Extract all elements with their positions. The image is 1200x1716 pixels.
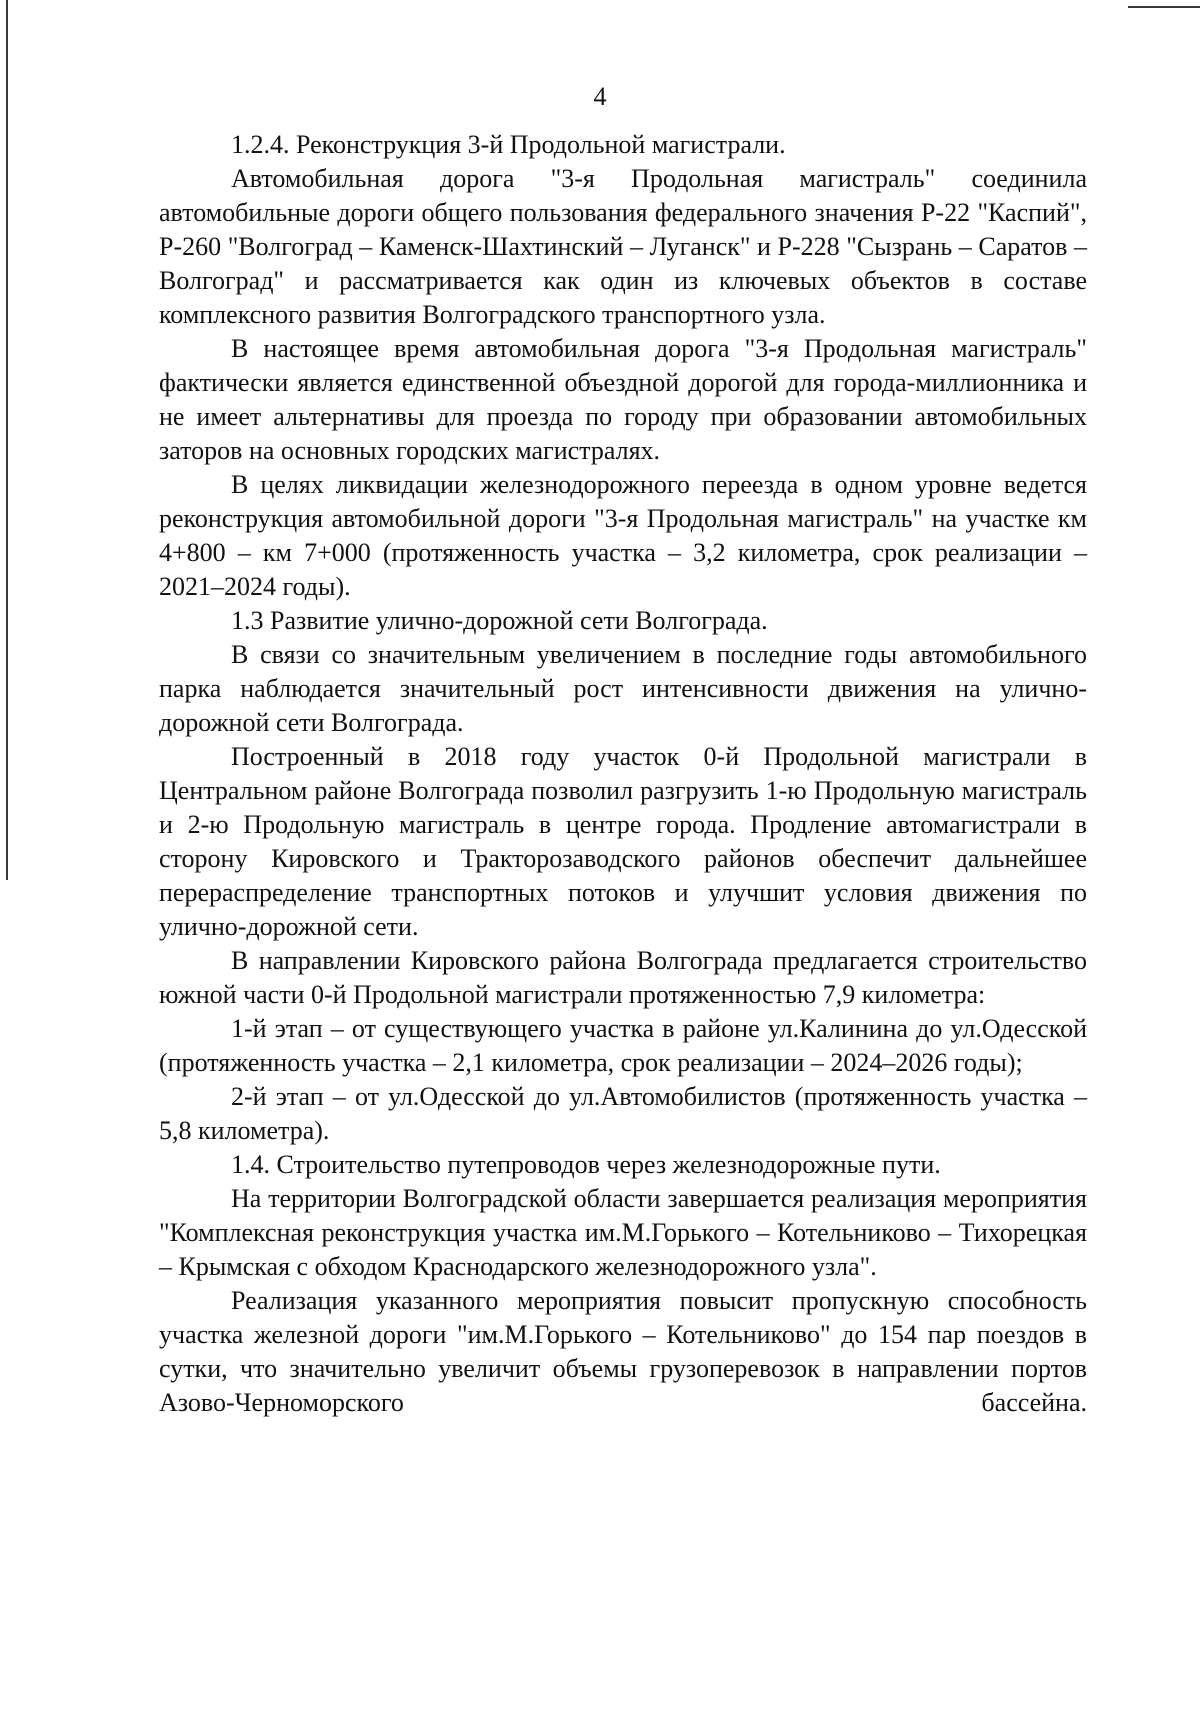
paragraph-railway-reconstruction: На территории Волгоградской области завершается реализация мероприятия "Комплексная реконструкция участка им.М.Горького – Котельниково – Тихорецкая – Крымская с обходом Краснодарского железнодорожного узла". xyxy=(159,1184,1087,1281)
heading-1-4: 1.4. Строительство путепроводов через железнодорожные пути. xyxy=(231,1150,941,1179)
paragraph-kirovsky-direction: В направлении Кировского района Волгограда предлагается строительство южной части 0-й Продольной магистрали протяженностью 7,9 километра: xyxy=(159,946,1087,1009)
paragraph-stage-1: 1-й этап – от существующего участка в районе ул.Калинина до ул.Одесской (протяженность участка – 2,1 километра, срок реализации – 2024–2026 годы); xyxy=(159,1014,1087,1077)
page-number: 4 xyxy=(593,82,607,111)
document-body xyxy=(159,128,1087,1420)
scan-edge-left xyxy=(6,0,8,880)
paragraph-traffic-growth: В связи со значительным увеличением в последние годы автомобильного парка наблюдается значительный рост интенсивности движения на улично-дорожной сети Волгограда. xyxy=(159,640,1087,737)
paragraph-stage-2: 2-й этап – от ул.Одесской до ул.Автомобилистов (протяженность участка – 5,8 километра). xyxy=(159,1082,1087,1145)
heading-1-3: 1.3 Развитие улично-дорожной сети Волгограда. xyxy=(231,606,768,635)
paragraph-zero-highway: Построенный в 2018 году участок 0-й Продольной магистрали в Центральном районе Волгограда позволил разгрузить 1-ю Продольную магистраль и 2-ю Продольную магистраль в центре города. Продление автомагистрали в сторону Кировского и Тракторозаводского районов обеспечит дальнейшее перераспределение транспортных потоков и улучшит условия движения по улично-дорожной сети. xyxy=(159,742,1087,941)
scan-edge-top xyxy=(1128,6,1200,8)
heading-1-2-4: 1.2.4. Реконструкция 3-й Продольной магистрали. xyxy=(231,130,786,159)
paragraph-capacity: Реализация указанного мероприятия повысит пропускную способность участка железной дороги "им.М.Горького – Котельниково" до 154 пар поездов в сутки, что значительно увеличит объемы грузоперевозок в направлении портов Азово-Черноморского бассейна. xyxy=(159,1286,1087,1417)
paragraph-bypass-road: В настоящее время автомобильная дорога "3-я Продольная магистраль" фактически является единственной объездной дорогой для города-миллионника и не имеет альтернативы для проезда по городу при образовании автомобильных заторов на основных городских магистралях. xyxy=(159,334,1087,465)
paragraph-reconstruction: В целях ликвидации железнодорожного переезда в одном уровне ведется реконструкция автомобильной дороги "3-я Продольная магистраль" на участке км 4+800 – км 7+000 (протяженность участка – 3,2 километра, срок реализации – 2021–2024 годы). xyxy=(159,470,1087,601)
paragraph-road-connection: Автомобильная дорога "3-я Продольная магистраль" соединила автомобильные дороги общего пользования федерального значения Р-22 "Каспий", Р-260 "Волгоград – Каменск-Шахтинский – Луганск" и Р-228 "Сызрань – Саратов – Волгоград" и рассматривается как один из ключевых объектов в составе комплексного развития Волгоградского транспортного узла. xyxy=(159,164,1087,329)
